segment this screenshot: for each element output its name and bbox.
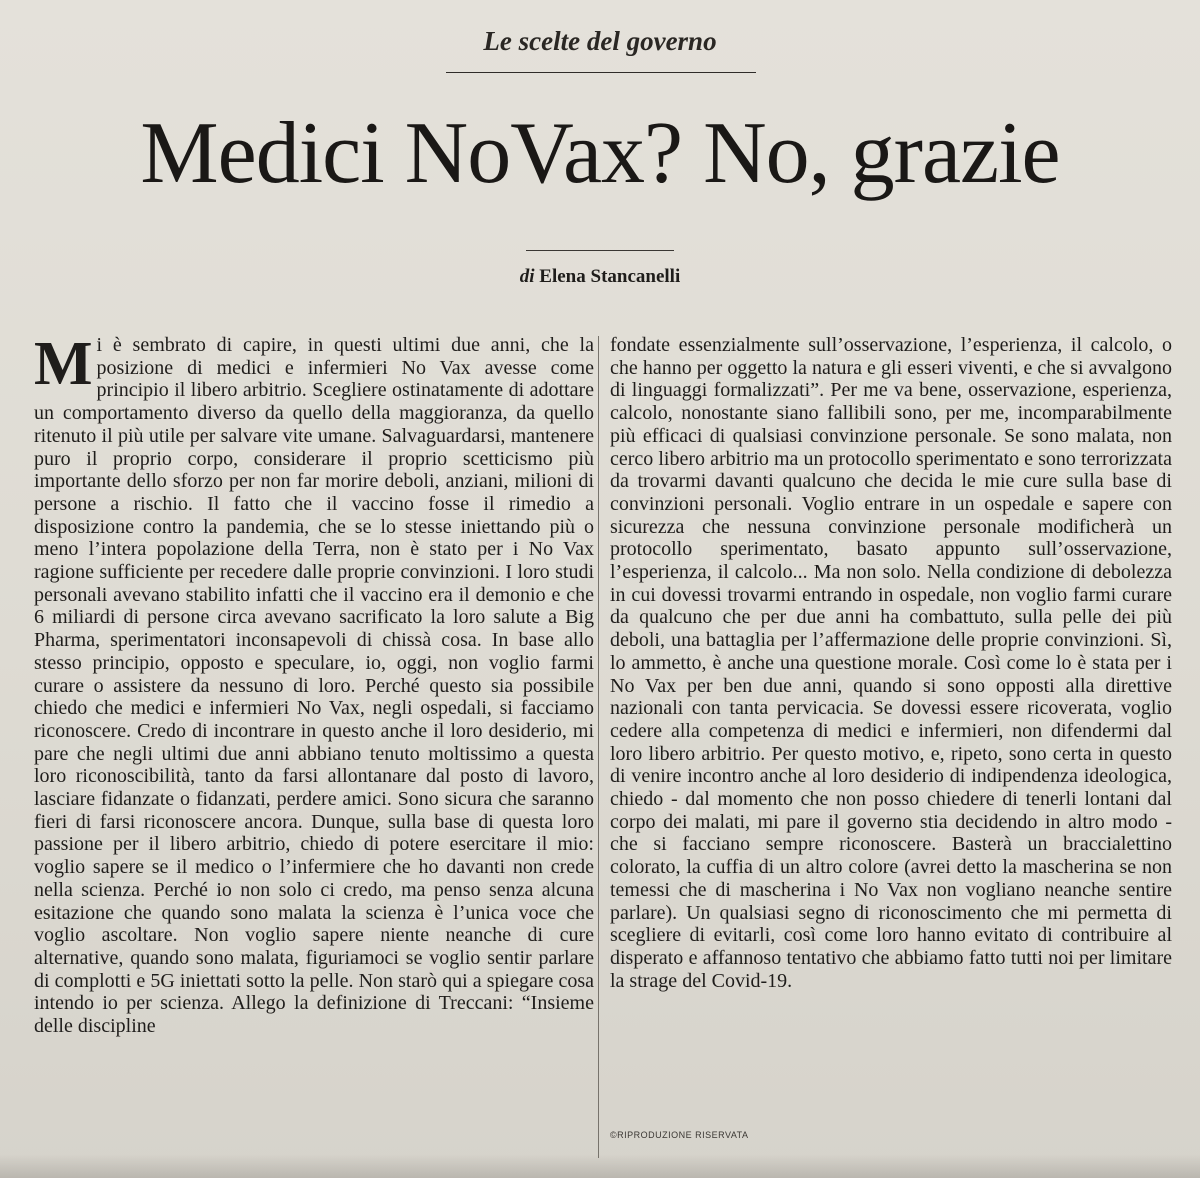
- copyright-notice: ©RIPRODUZIONE RISERVATA: [610, 1130, 749, 1140]
- headline: Medici NoVax? No, grazie: [140, 105, 1060, 202]
- column-left-text: i è sembrato di capire, in questi ultimi due anni, che la posizione di medici e infermieri No Vax avesse come principio il libero arbitrio. Scegliere ostinatamente di adottare un comportamento diverso da quello della maggioranza, da quello ritenuto il più utile per salvare vite umane. Salvaguardarsi, mantenere puro il proprio corpo, considerare il proprio scetticismo più importante dello sforzo per non far morire deboli, anziani, milioni di persone a rischio. Il fatto che il vaccino fosse il rimedio a disposizione contro la pandemia, che se lo stesse iniettando più o meno l’intera popolazione della Terra, non è stato per i No Vax ragione sufficiente per recedere dalle proprie convinzioni. I loro studi personali avevano stabilito infatti che il vaccino era il demonio e che 6 miliardi di persone circa avevano sacrificato la loro salute a Big Pharma, sperimentatori inconsapevoli di chissà cosa. In base allo stesso principio, opposto e speculare, io, oggi, non voglio farmi curare o assistere da nessuno di loro. Perché questo sia possibile chiedo che medici e infermieri No Vax, negli ospedali, si facciamo riconoscere. Credo di incontrare in questo anche il loro desiderio, mi pare che negli ultimi due anni abbiano tenuto moltissimo a questa loro riconoscibilità, tanto da farsi allontanare dal posto di lavoro, lasciare fidanzate o fidanzati, perdere amici. Sono sicura che saranno fieri di farsi riconoscere ancora. Dunque, sulla base di questa loro passione per il libero arbitrio, chiedo di potere esercitare il mio: voglio sapere se il medico o l’infermiere che ho davanti non crede nella scienza. Perché io non solo ci credo, ma penso senza alcuna esitazione che quando sono malata la scienza è l’unica voce che voglio ascoltare. Non voglio sapere niente neanche di cure alternative, quando sono malata, figuriamoci se voglio sentir parlare di complotti e 5G iniettati sotto la pelle. Non starò qui a spiegare cosa intendo io per scienza. Allego la definizione di Treccani: “Insieme delle discipline: [34, 334, 594, 1038]
- drop-cap: M: [34, 330, 93, 398]
- headline-rule: [526, 250, 674, 251]
- column-right-text: fondate essenzialmente sull’osservazione, l’esperienza, il calcolo, o che hanno per oggetto la natura e gli esseri viventi, e che si avvalgono di linguaggi formalizzati”. Per me va bene, osservazione, esperienza, calcolo, nonostante siano fallibili sono, per me, incomparabilmente più efficaci di qualsiasi convinzione personale. Se sono malata, non cerco libero arbitrio ma un protocollo sperimentato e sono terrorizzata da trovarmi davanti qualcuno che decida le mie cure sulla base di convinzioni personali. Voglio entrare in un ospedale e sapere con sicurezza che nessuna convinzione personale modificherà un protocollo sperimentato, basato appunto sull’osservazione, l’esperienza, il calcolo... Ma non solo. Nella condizione di debolezza in cui dovessi trovarmi entrando in ospedale, non voglio farmi curare da qualcuno che per due anni ha combattuto, sulla pelle dei più deboli, una battaglia per l’affermazione delle proprie convinzioni. Sì, lo ammetto, è anche una questione morale. Così come lo è stata per i No Vax per ben due anni, quando si sono opposti alla direttive nazionali con tanta pervicacia. Se dovessi essere ricoverata, voglio cedere alla competenza di medici e infermieri, non difendermi dal loro libero arbitrio. Per questo motivo, e, ripeto, sono certa in questo di venire incontro anche al loro desiderio di indipendenza ideologica, chiedo - dal momento che non posso chiedere di tenerli lontani dal corpo dei malati, mi pare il governo stia decidendo in altro modo - che si facciano sempre riconoscere. Basterà un braccialettino colorato, la cuffia di un altro colore (avrei detto la mascherina se non temessi che di mascherina i No Vax non vogliano neanche sentire parlare). Un qualsiasi segno di riconoscimento che mi permetta di scegliere di evitarli, così come loro hanno evitato di contribuire al disperato e affannoso tentativo che abbiamo fatto tutti noi per limitare la strage del Covid-19.: [610, 334, 1172, 992]
- page-shadow: [0, 1154, 1200, 1178]
- article-column-right: [610, 334, 1172, 992]
- article-column-left: [34, 330, 594, 1038]
- kicker-rule: [446, 72, 756, 73]
- byline: [0, 266, 1200, 288]
- byline-prefix: di: [519, 266, 535, 287]
- author-name: Elena Stancanelli: [539, 266, 681, 287]
- column-divider: [598, 336, 599, 1158]
- column-left-paragraph: [34, 330, 594, 1038]
- section-kicker: Le scelte del governo: [483, 26, 717, 56]
